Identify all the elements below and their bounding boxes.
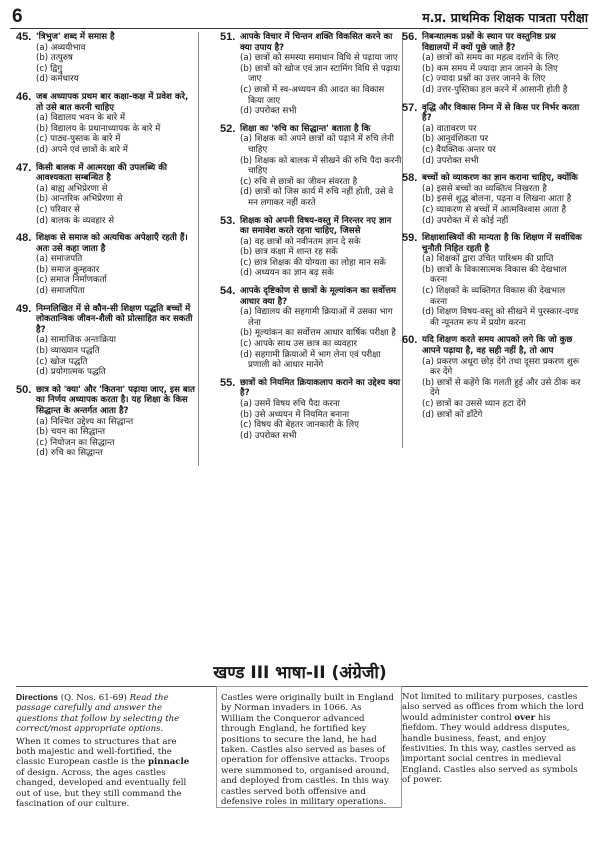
answer-option: (d) शिक्षण विषय-वस्तु को सीखने में पुरस्कार-दण्ड की न्यूनतम रूप में प्रयोग करना [422,307,579,328]
question-block [16,32,198,85]
question-text: छात्र को 'क्या' और 'कितना' पढ़ाया जाए, इस बात का निर्णय अध्यापक करता है। यह शिक्षा के किस सिद्धान्त के अन्तर्गत आता है? [36,384,195,416]
question-number: 57. [402,101,418,114]
question-block [220,124,402,209]
question-block [16,92,198,156]
question-text: आपके विचार में चिन्तन शक्ति विकसित करने का क्या उपाय है? [240,32,393,53]
answer-option: (b) इससे शुद्ध बोलना, पढ़ना व लिखना आता है [422,194,572,205]
answer-option: (b) व्याख्यान पद्धति [36,346,100,357]
question-block [402,32,584,96]
question-block [220,32,402,117]
answer-option: (c) छात्रों का उससे ध्यान हटा देंगे [422,399,526,409]
question-stem [402,173,584,184]
answer-option: (d) समाजपिता [36,286,85,297]
answer-option: (b) छात्रों के विकासात्मक विकास की देखभाल करना [422,264,567,286]
answer-option: (b) आन्तरिक अभिप्रेरणा से [36,194,123,205]
answer-option: (d) बालक के व्यवहार से [36,215,115,226]
question-number: 52. [220,122,236,135]
question-text: वृद्धि और विकास निम्न में से किस पर निर्भर करता है? [422,102,580,124]
answer-option: (d) रुचि का सिद्धान्त [36,448,103,459]
question-number: 50. [16,383,32,396]
answer-option: (d) छात्रों को डाँटेंगे [422,409,483,420]
question-text: निम्नलिखित में से कौन-सी शिक्षण पद्धति बच्चों में लोकतान्त्रिक जीवन-शैली को प्रोत्साहित कर सकती है? [36,303,193,335]
passage-column-3 [402,692,584,786]
question-column-1 [16,32,199,466]
question-stem [220,286,402,307]
answer-option: (c) खोज पद्धति [36,356,88,367]
question-block [220,286,402,371]
answer-option: (c) नियोजन का सिद्धान्त [36,437,115,448]
question-number: 55. [220,376,236,389]
question-number: 56. [402,31,418,43]
page-number: 6 [12,6,23,27]
answer-option: (b) उसे अध्ययन में नियमित बनाना [240,409,350,420]
question-number: 48. [16,232,32,245]
passage-bold-word: over [514,712,536,723]
question-block [16,233,198,297]
question-number: 54. [220,285,236,298]
question-block [402,335,584,420]
answer-option: (b) मूल्यांकन का सर्वोत्तम आधार वार्षिक परीक्षा है [240,328,396,339]
directions-qnos: (Q. Nos. 61-69) [60,693,127,703]
question-number: 46. [16,90,32,103]
question-block [402,233,584,328]
question-stem [220,124,402,135]
answer-option: (c) विषय की बेहतर जानकारी के लिए [240,420,359,431]
answer-option: (b) छात्र कक्षा में शान्त रह सकें [240,247,338,258]
passage-text: When it comes to structures that are both majestic and well-fortified, the classic European castle is the [16,736,177,768]
question-column-2 [220,32,403,448]
question-block [220,216,402,280]
question-text: शिक्षक से समाज को अत्यधिक अपेक्षाएँ रहती हैं। अतः उसे कहा जाता है [36,233,188,254]
question-text: शिक्षा का 'रुचि का सिद्धान्त' बताता है कि [240,123,371,134]
answer-option: (a) उसमें विषय रुचि पैदा करना [240,399,340,409]
question-text: शिक्षाशास्त्रियों की मान्यता है कि शिक्षण में सर्वाधिक चुनौती निहित रहती है [422,233,582,254]
question-block [16,304,198,378]
answer-option: (c) शिक्षकों के व्यक्तिगत विकास की देखभाल करना [422,286,566,307]
directions [16,692,198,735]
question-block [220,378,402,442]
section-title: खण्ड III भाषा-II (अंग्रेजी) [213,663,387,683]
answer-option: (d) अध्ययन का ज्ञान बढ़ सके [240,268,334,279]
question-text: निबन्धात्मक प्रश्नों के स्थान पर वस्तुनिष्ठ प्रश्न विद्यालयों में क्यों पूछे जाते हैं? [422,32,556,53]
answer-option: (c) व्याकरण से बच्चों में आत्मविश्वास आता है [422,204,567,215]
question-text: बच्चों को व्याकरण का ज्ञान कराना चाहिए, क्योंकि [422,173,578,184]
answer-option: (a) विद्यालय की सहगामी क्रियाओं में उसका भाग लेना [240,307,393,328]
passage-bold-word: pinnacle [147,757,190,768]
answer-option: (c) समाज निर्माणकर्ता [36,275,107,286]
answer-option: (c) रुचि से छात्रों का जीवन संवरता है [240,176,358,187]
question-number: 51. [220,31,236,43]
directions-text: Read the passage carefully and answer the questions that follow by selecting the correct/most appropriate options. [16,693,180,735]
answer-option: (a) शिक्षक को अपने छात्रों को पढ़ाने में रुचि लेनी चाहिए [240,134,394,155]
answer-option: (b) शिक्षक को बालक में सीखने की रुचि पैदा करनी चाहिए [240,155,402,177]
answer-option: (b) कम समय में ज्यादा ज्ञान जानने के लिए [422,63,558,74]
question-number: 53. [220,214,236,227]
question-stem [402,103,584,124]
answer-option: (b) छात्रों से कहेंगे कि गलती हुई और उसे ठीक कर देंगे [422,377,581,399]
answer-option: (c) छात्र शिक्षक की योग्यता का लोहा मान सकें [240,257,386,268]
answer-option: (c) परिवार से [36,204,80,215]
question-text: जब अध्यापक प्रथम बार कक्षा-कक्ष में प्रवेश करे, तो उसे बात करनी चाहिए [36,91,189,113]
question-text: यदि शिक्षण करते समय आपको लगे कि जो कुछ आपने पढ़ाया है, वह सही नहीं है, तो आप [422,335,573,357]
answer-option: (d) कर्मधारय [36,74,79,85]
answer-option: (d) उपरोक्त सभी [240,106,297,117]
answer-option: (c) द्विगु [36,63,63,74]
answer-option: (a) सामाजिक अन्तःक्रिया [36,335,116,346]
answer-option: (c) पाठ्य-पुस्तक के बारे में [36,134,121,145]
question-block [16,385,198,459]
question-stem [402,233,584,254]
passage-text: Not limited to military purposes, castles also served as offices from which the lord would administer control [402,692,584,723]
question-stem [16,385,198,417]
question-stem [402,32,584,53]
question-block [402,103,584,167]
question-text: शिक्षक को अपनी विषय-वस्तु में निरन्तर नए ज्ञान का समावेश करते रहना चाहिए, जिससे [240,215,392,237]
question-number: 60. [402,334,418,347]
question-text: किसी बालक में आत्मरक्षा की उपलब्धि की आवश्यकता सम्बन्धित है [36,162,168,184]
answer-option: (c) आपके साथ उस छात्र का व्यवहार [240,339,357,350]
question-text: छात्रों को नियमित क्रियाकलाप कराने का उद्देश्य क्या है? [240,377,401,399]
answer-option: (a) अव्ययीभाव [36,42,86,53]
question-block [402,173,584,226]
answer-option: (a) प्रकरण अधूरा छोड़ देंगे तथा दूसरा प्रकरण शुरू कर देंगे [422,356,580,378]
question-number: 58. [402,172,418,185]
question-column-3 [402,32,584,427]
answer-option: (b) समाज कुम्हकार [36,264,100,275]
question-text: आपके दृष्टिकोण से छात्रों के मूल्यांकन का सर्वोत्तम आधार क्या है? [240,286,397,307]
answer-option: (d) प्रयोगात्मक पद्धति [36,367,106,378]
answer-option: (c) ज्यादा प्रश्नों का उत्तर जानने के लिए [422,74,546,85]
question-number: 49. [16,302,32,315]
question-number: 47. [16,161,32,174]
passage-text: of design. Across, the ages castles changed, developed and eventually fell out of use, but they still command the fascination of our culture. [16,767,187,810]
question-stem [220,32,402,53]
question-stem [402,335,584,356]
answer-option: (d) अपने एवं छात्रों के बारे में [36,144,128,155]
directions-label: Directions [16,692,59,702]
answer-option: (a) समाजपति [36,254,83,265]
answer-option: (b) तत्पुरुष [36,53,73,64]
passage-paragraph-2: Castles were originally built in England by Norman invaders in 1066. As William the Conqueror advanced through England, he fortified key positions to secure the land, he had taken. Castles also served as bases of operation for offensive attacks. Troops were summoned to, organised around, and deployed from castles. In this way castles served both offensive and defensive roles in military operations. [221,693,394,808]
answer-option: (c) छात्रों में स्व-अध्ययन की आदत का विकास किया जाए [240,84,385,106]
question-stem [16,32,198,43]
passage-paragraph-1 [16,737,198,810]
answer-option: (a) छात्रों को समस्या समाधान विधि से पढ़ाया जाए [240,53,398,64]
question-text: 'त्रिभुज' शब्द में समास है [36,32,115,42]
passage-column-2 [216,686,402,808]
answer-option: (a) छात्रों को समय का महत्व दर्शाने के लिए [422,53,559,64]
answer-option: (d) छात्रों को जिस कार्य में रुचि नहीं होती, उसे वे मन लगाकर नहीं करते [240,187,394,208]
question-stem [16,233,198,254]
question-stem [220,378,402,399]
answer-option: (d) उपरोक्त में से कोई नहीं [422,215,509,226]
answer-option: (a) निश्चित उद्देश्य का सिद्धान्त [36,416,134,427]
question-number: 59. [402,232,418,245]
answer-option: (d) सहगामी क्रियाओं में भाग लेना एवं परीक्षा प्रणाली को आधार मानेंगे [240,349,381,371]
answer-option: (a) वातावरण पर [422,123,477,134]
answer-option: (b) विद्यालय के प्रधानाध्यापक के बारे में [36,123,161,134]
question-stem [16,92,198,113]
answer-option: (b) छात्रों को खोज एवं ज्ञान स्टामिंग विधि से पढ़ाया जाए [240,63,401,85]
answer-option: (a) शिक्षकों द्वारा उचित पारिश्रम की प्राप्ति [422,254,554,265]
question-number: 45. [16,31,32,43]
answer-option: (b) आनुवंशिकता पर [422,134,489,145]
page-header [10,6,588,29]
running-title: म.प्र. प्राथमिक शिक्षक पात्रता परीक्षा [422,10,588,25]
answer-option: (a) बाह्य अभिप्रेरणा से [36,183,108,194]
answer-option: (d) उपरोक्त सभी [240,430,297,441]
answer-option: (d) उत्तर-पुस्तिका हल करने में आसानी होती है [422,84,568,95]
answer-option: (a) इससे बच्चों का व्यक्तित्व निखरता है [422,183,547,194]
answer-option: (c) वैयक्तिक अन्तर पर [422,144,496,155]
answer-option: (d) उपरोक्त सभी [422,155,479,166]
answer-option: (a) वह छात्रों को नवीनतम ज्ञान दे सके [240,236,361,247]
answer-option: (a) विद्यालय भवन के बारे में [36,113,126,124]
passage-text: his fiefdom. They would address disputes, handle business, feast, and enjoy festivities. In this way, castles served as important social centres in medieval England. Castles also served as symbols of power. [402,712,578,786]
answer-option: (b) चयन का सिद्धान्त [36,427,106,438]
question-block [16,163,198,227]
question-stem [220,216,402,237]
question-stem [16,163,198,184]
passage-column-1 [16,692,198,809]
question-stem [16,304,198,336]
